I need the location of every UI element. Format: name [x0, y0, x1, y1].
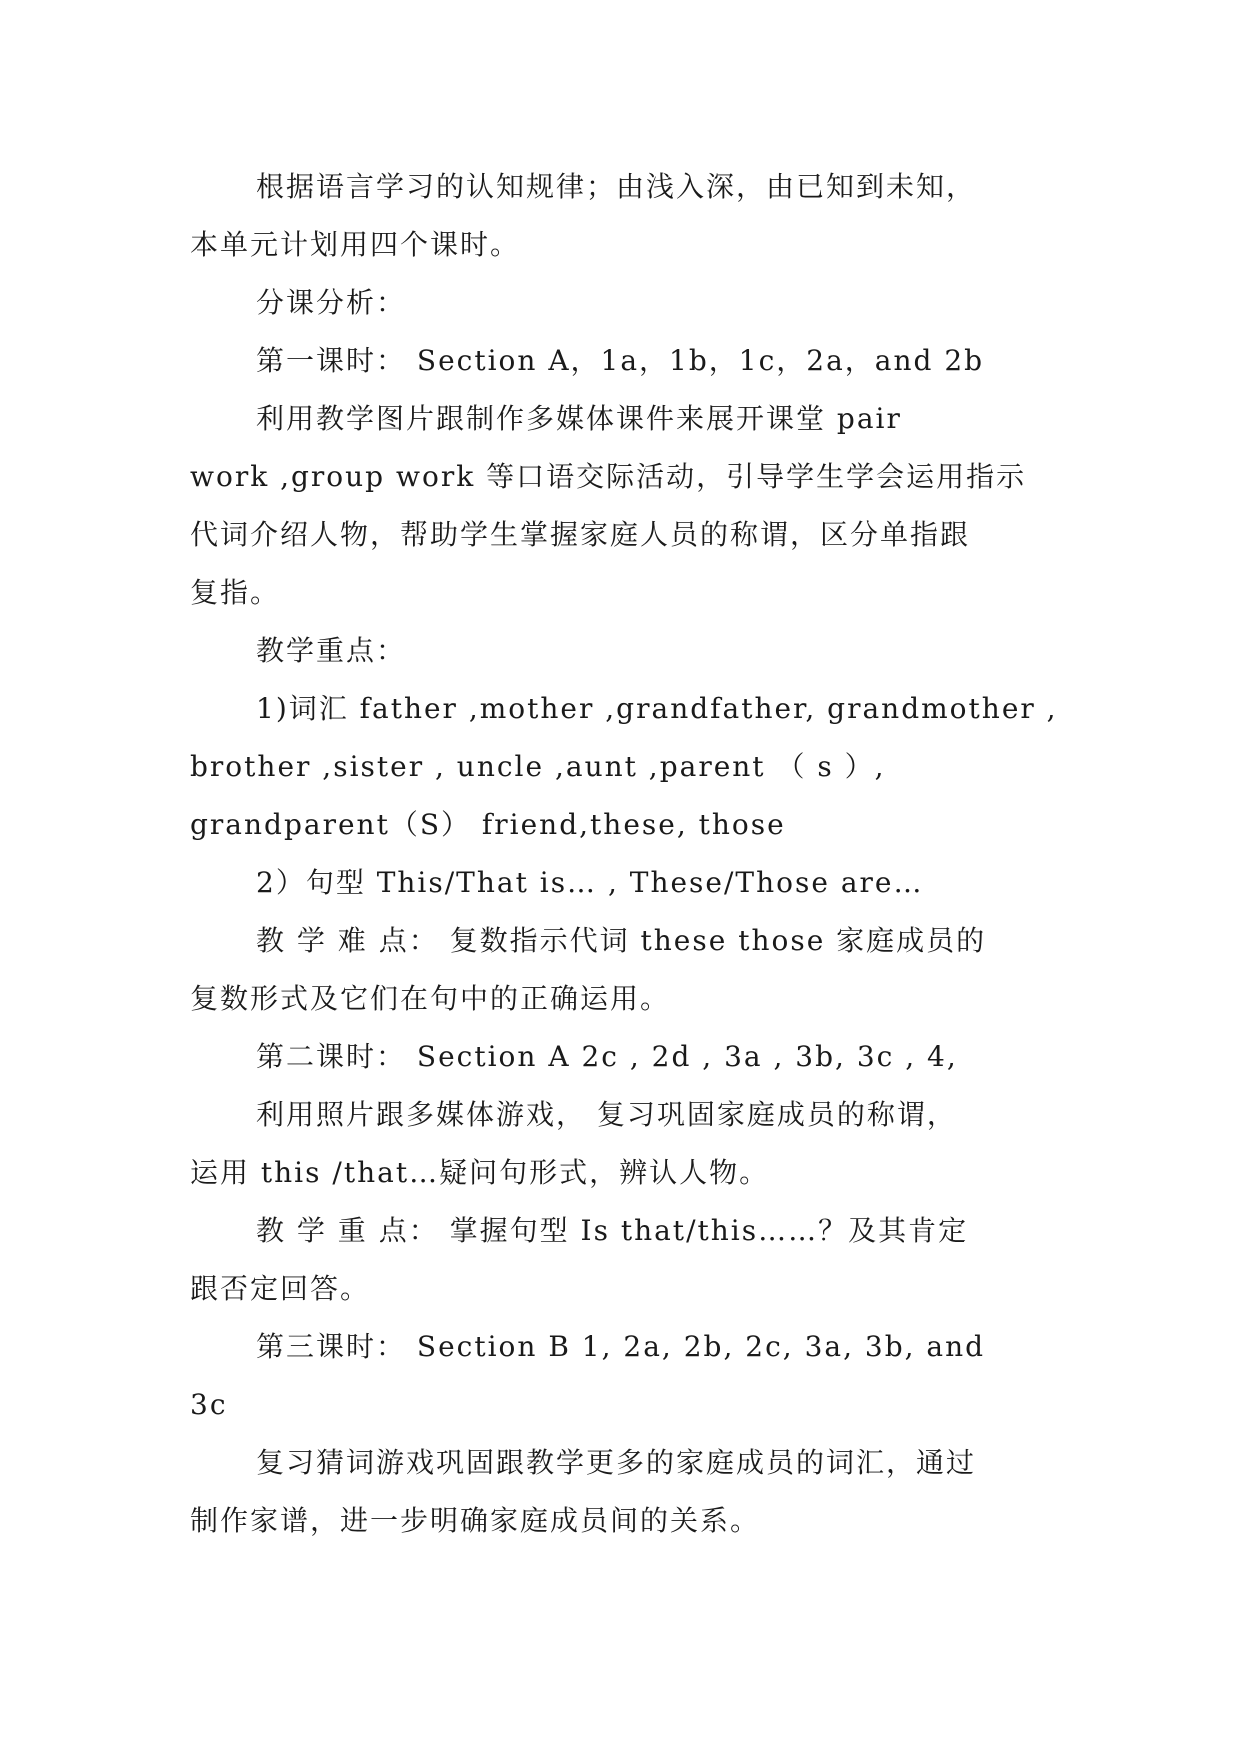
- text-line-7: 代词介绍人物，帮助学生掌握家庭人员的称谓，区分单指跟: [190, 518, 971, 551]
- text-line-9: 教学重点：: [256, 634, 407, 667]
- document-body: [190, 158, 1058, 1550]
- text-line-18: 运用 this /that…疑问句形式，辨认人物。: [190, 1156, 770, 1189]
- text-line-3: 分课分析：: [256, 286, 407, 319]
- text-line-6: work ,group work 等口语交际活动，引导学生学会运用指示: [190, 460, 1027, 493]
- text-line-15: 复数形式及它们在句中的正确运用。: [190, 982, 671, 1015]
- text-line-17: 利用照片跟多媒体游戏， 复习巩固家庭成员的称谓，: [256, 1098, 957, 1131]
- text-line-23: 复习猜词游戏巩固跟教学更多的家庭成员的词汇，通过: [256, 1446, 977, 1479]
- text-line-1: 根据语言学习的认知规律；由浅入深，由已知到未知，: [256, 170, 977, 203]
- text-line-14: 教 学 难 点： 复数指示代词 these those 家庭成员的: [256, 924, 987, 957]
- text-line-16: 第二课时： Section A 2c , 2d , 3a , 3b, 3c , 4,: [256, 1040, 958, 1073]
- text-line-8: 复指。: [190, 576, 281, 609]
- text-line-5: 利用教学图片跟制作多媒体课件来展开课堂 pair: [256, 402, 902, 435]
- text-line-19: 教 学 重 点： 掌握句型 Is that/this……？及其肯定: [256, 1214, 969, 1247]
- text-line-22: 3c: [190, 1388, 228, 1421]
- text-line-24: 制作家谱，进一步明确家庭成员间的关系。: [190, 1504, 761, 1537]
- text-line-10: 1)词汇 father ,mother ,grandfather, grandmother ,: [256, 692, 1058, 725]
- text-line-12: grandparent（S） friend,these, those: [190, 808, 786, 841]
- text-line-2: 本单元计划用四个课时。: [190, 228, 521, 261]
- text-line-13: 2）句型 This/That is… , These/Those are…: [256, 866, 924, 899]
- text-line-21: 第三课时： Section B 1, 2a, 2b, 2c, 3a, 3b, and: [256, 1330, 986, 1363]
- text-line-20: 跟否定回答。: [190, 1272, 371, 1305]
- text-line-4: 第一课时： Section A，1a，1b，1c，2a，and 2b: [256, 344, 985, 377]
- text-line-11: brother ,sister , uncle ,aunt ,parent （ s ）,: [190, 750, 886, 783]
